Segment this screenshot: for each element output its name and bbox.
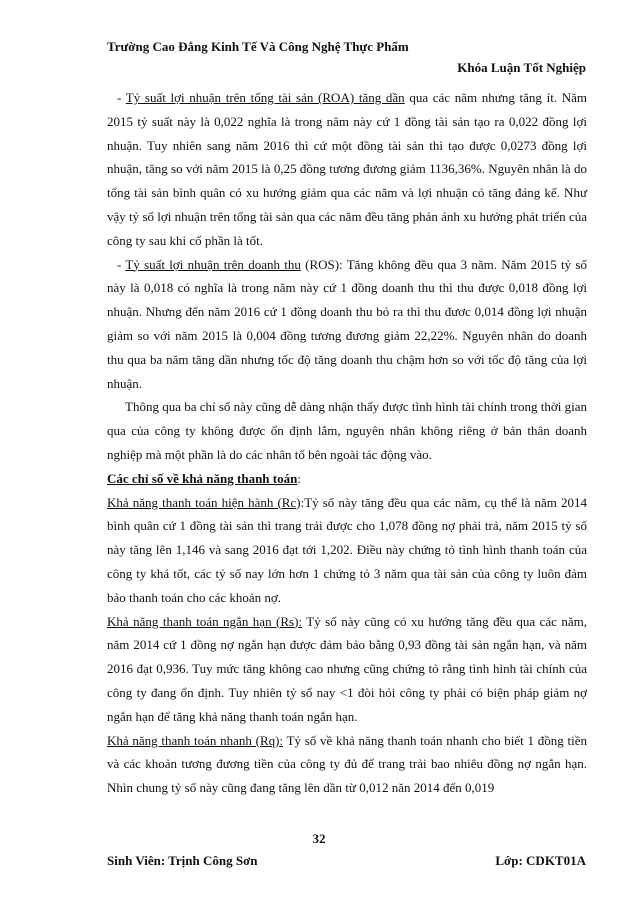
paragraph-rq: [107, 729, 587, 800]
paragraph-rs: [107, 610, 587, 729]
bullet-prefix: -: [117, 256, 126, 272]
paragraph-rs-text: Tỷ số này cũng có xu hướng tăng đều qua các năm, năm 2014 cứ 1 đồng nợ ngắn hạn được đảm bảo bằng 0,93 đồng tài sản ngắn hạn, và năm 2016 đạt 0,936. Tuy mức tăng không cao nhưng cũng chứng tỏ rằng tình hình tài chính của công ty đang ổn định. Tuy nhiên tỷ số nay <1 đòi hỏi công ty phải có biện pháp giảm nợ ngắn hạn để tăng khả năng thanh toán ngắn hạn.: [107, 613, 588, 724]
paragraph-roa-text: qua các năm nhưng tăng ít. Năm 2015 tỷ suất này là 0,022 nghĩa là trong năm này cứ 1 đồng tài sản tạo ra 0,022 đồng lợi nhuận. Tuy nhiên sang năm 2016 thì cứ một đồng tài sản thì tạo được 0,0273 đồng lợi nhuận, tăng so với năm 2015 là 0,25 đồng tương đương giảm 1136,36%. Nguyên nhân là do tổng tài sản bình quân có xu hướng giảm qua các năm và lợi nhuận có tăng đáng kể. Như vậy tỷ số lợi nhuận trên tổng tài sản qua các năm đều tăng phản ánh xu hướng phát triển của công ty sau khi cổ phần là tốt.: [107, 90, 587, 248]
bullet-prefix: -: [117, 90, 126, 105]
header-doc-type: Khóa Luận Tốt Nghiệp: [457, 60, 586, 75]
paragraph-roa: [107, 86, 587, 253]
paragraph-rc-text: ):Tỷ số này tăng đều qua các năm, cụ thể là năm 2014 bình quân cứ 1 đồng tài sản thì trang trải được cho 1,078 đồng nợ phải trả, năm 2015 tỷ số này tăng lên 1,146 và sang 2016 đạt tới 1,202. Điều này chứng tỏ tình hình thanh toán của công ty khá tốt, các tỷ số nay lớn hơn 1 chứng tỏ 3 năm qua tài sản của công ty luôn đảm bảo thanh toán cho các khoản nợ.: [107, 494, 587, 605]
footer-class: Lớp: CDKT01A: [495, 853, 586, 868]
term-rq: Khả năng thanh toán nhanh (Rq):: [107, 732, 284, 748]
paragraph-summary: Thông qua ba chỉ số này cũng dễ dàng nhận thấy được tình hình tài chính trong thời gian qua của công ty không được ổn định lắm, nguyên nhân không riêng ở bản thân doanh nghiệp mà một phần là do các nhân tố bên ngoài tác động vào.: [107, 399, 587, 462]
section-heading: [107, 467, 587, 491]
term-rc: Khả năng thanh toán hiện hành (Rc: [107, 494, 297, 510]
footer-student: Sinh Viên: Trịnh Công Sơn: [107, 853, 258, 868]
paragraph-ros-text: (ROS): Tăng không đều qua 3 năm. Năm 2015 tỷ số này là 0,018 có nghĩa là trong năm này cứ 1 đồng doanh thu thì thu được 0,018 đồng lợi nhuận. Nhưng đến năm 2016 cứ 1 đồng doanh thu bỏ ra thì thu đươc 0,014 đồng lợi nhuận giảm so với năm 2015 là 0,004 đồng tương đương giảm 22,22%. Nguyên nhân do doanh thu qua ba năm tăng dần nhưng tốc độ tăng doanh thu chậm hơn so với tốc độ tăng của lợi nhuận.: [107, 256, 587, 391]
page-number: 32: [312, 831, 326, 846]
paragraph-rc: [107, 491, 587, 610]
paragraph-ros: [107, 253, 587, 396]
section-heading-text: Các chỉ số về khả năng thanh toán: [107, 470, 298, 486]
header-school: Trường Cao Đẳng Kinh Tế Và Công Nghệ Thực Phẩm: [107, 39, 409, 54]
term-rs: Khả năng thanh toán ngắn hạn (Rs):: [107, 613, 303, 629]
term-roa: Tỷ suất lợi nhuận trên tổng tài sản (ROA) tăng dần: [125, 90, 405, 105]
paragraph-rq-text: Tỷ số về khả năng thanh toán nhanh cho biết 1 đồng tiền và các khoản tương đương tiền của công ty đủ để trang trải bao nhiêu đồng nợ ngắn hạn. Nhìn chung tỷ số này cũng đang tăng lên dần từ 0,012 năn 2014 đến 0,019: [107, 732, 587, 796]
term-ros: Tỷ suất lợi nhuận trên doanh thu: [125, 256, 301, 272]
section-heading-colon: :: [297, 470, 301, 486]
document-body: [107, 86, 587, 800]
